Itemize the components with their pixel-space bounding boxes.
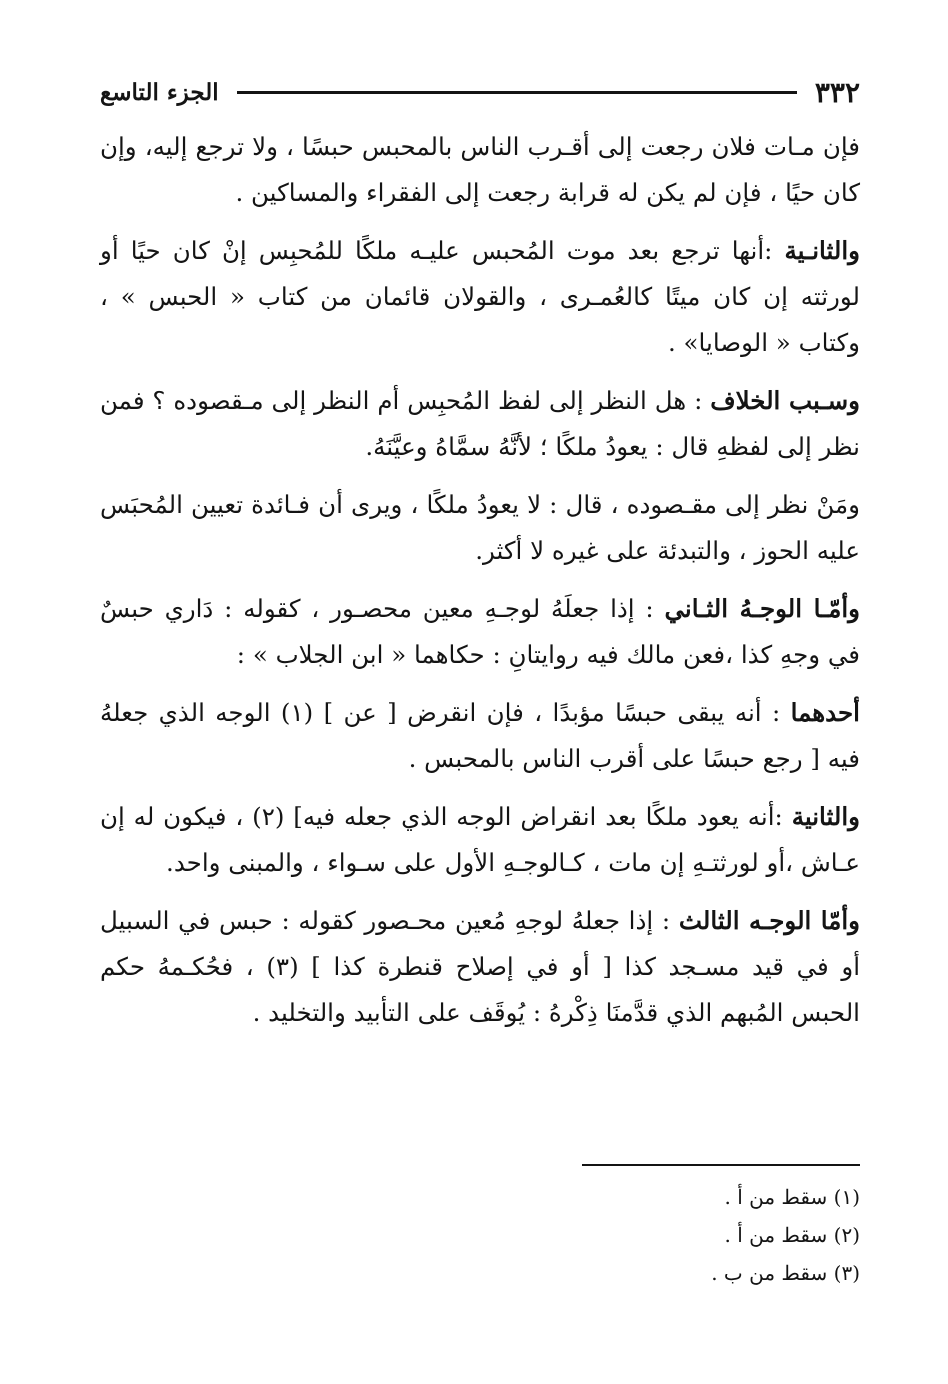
paragraph bbox=[100, 586, 860, 678]
footnote: (١) سقط من أ . bbox=[724, 1185, 860, 1209]
paragraph-lead: أحدهما bbox=[790, 698, 860, 727]
paragraph bbox=[100, 378, 860, 470]
footnotes bbox=[100, 1178, 860, 1292]
paragraph-text: : أنه يبقى حبسًا مؤبدًا ، فإن انقرض [ عن ] (١) الوجه الذي جعلهُ فيه [ رجع حبسًا على أقرب الناس بالمحبس . bbox=[100, 698, 860, 773]
paragraph-text: ومَنْ نظر إلى مقـصوده ، قال : لا يعودُ ملكًا ، ويرى أن فـائدة تعيين المُحبَس عليه الحوز ، والتبدئة على غيره لا أكثر. bbox=[100, 490, 860, 565]
paragraph-text: :أنها ترجع بعد موت المُحبس عليـه ملكًا للمُحبِس إنْ كان حيًا أو لورثته إن كان ميتًا كالعُمـرى ، والقولان قائمان من كتاب « الحبس » ، وكتاب « الوصايا» . bbox=[100, 236, 860, 357]
footnote-separator bbox=[582, 1164, 860, 1166]
paragraph-text: : إذا جعلَهُ لوجـهِ معين محصـور ، كقوله : دَاري حبسٌ في وجهِ كذا ،فعن مالك فيه روايتانِ : حكاهما « ابن الجلاب » : bbox=[100, 594, 860, 669]
paragraph bbox=[100, 482, 860, 574]
paragraph bbox=[100, 124, 860, 216]
running-head: الجزء التاسع bbox=[100, 78, 219, 106]
paragraph-text: : هل النظر إلى لفظ المُحبِس أم النظر إلى مـقصوده ؟ فمن نظر إلى لفظهِ قال : يعودُ ملكًا ؛ لأنَّهُ سمَّاهُ وعيَّنَهُ. bbox=[100, 386, 860, 461]
paragraph-text: : إذا جعلهُ لوجهِ مُعين محـصور كقوله : حبس في السبيل أو في قيد مسـجد كذا [ أو في إصلاح قنطرة كذا ] (٣) ، فحُكـمهُ حكم الحبس المُبهم الذي قدَّمنَا ذِكْرهُ : يُوقَف على التأبيد والتخليد . bbox=[100, 906, 861, 1027]
paragraph-lead: وأمّا الوجـه الثالث bbox=[678, 906, 861, 935]
footnote: (٣) سقط من ب . bbox=[711, 1261, 860, 1285]
paragraph-lead: والثانـية bbox=[784, 236, 860, 265]
paragraph bbox=[100, 690, 860, 782]
header-rule bbox=[237, 91, 797, 94]
main-text bbox=[100, 124, 860, 1048]
page-header bbox=[100, 66, 860, 118]
footnote: (٢) سقط من أ . bbox=[724, 1223, 860, 1247]
page-number: ٣٣٢ bbox=[814, 75, 860, 109]
paragraph bbox=[100, 228, 860, 366]
paragraph-text: فإن مـات فلان رجعت إلى أقـرب الناس بالمحبس حبسًا ، ولا ترجع إليه، وإن كان حيًا ، فإن لم يكن له قرابة رجعت إلى الفقراء والمساكين . bbox=[100, 132, 860, 207]
paragraph bbox=[100, 794, 860, 886]
paragraph-lead: والثانية bbox=[791, 802, 860, 831]
paragraph-text: :أنه يعود ملكًا بعد انقراض الوجه الذي جعله فيه] (٢) ، فيكون له إن عـاش ،أو لورثتـهِ إن مات ، كـالوجـهِ الأول على سـواء ، والمبنى واحد. bbox=[100, 802, 860, 877]
paragraph-lead: وسـبب الخلاف bbox=[710, 386, 860, 415]
paragraph bbox=[100, 898, 860, 1036]
paragraph-lead: وأمّـا الوجـهُ الثـاني bbox=[664, 594, 860, 623]
